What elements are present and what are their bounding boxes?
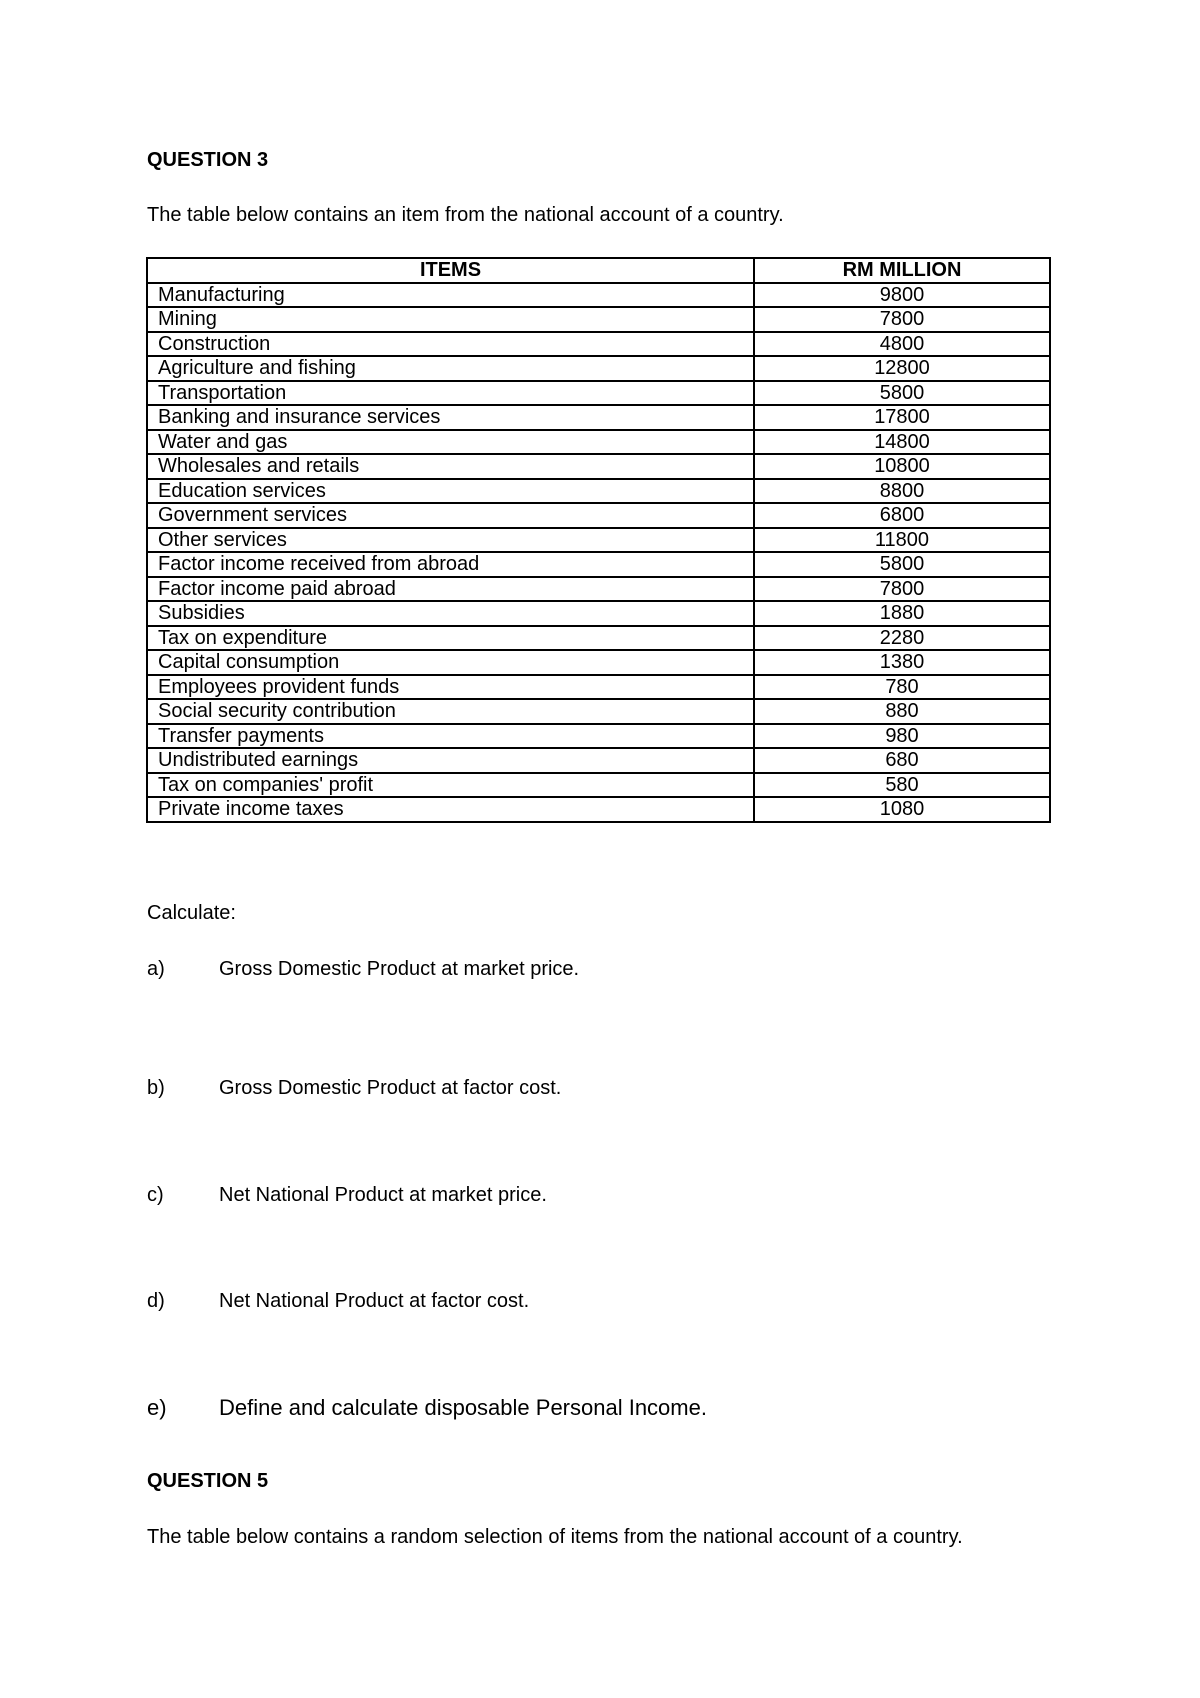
- table-row: [147, 381, 1050, 406]
- item-value-cell: 5800: [754, 552, 1050, 577]
- national-account-table: [146, 257, 1051, 823]
- table-row: [147, 479, 1050, 504]
- item-value-cell: 12800: [754, 356, 1050, 381]
- table-row: [147, 773, 1050, 798]
- item-name-cell: Undistributed earnings: [147, 748, 754, 773]
- table-header-row: [147, 258, 1050, 283]
- item-value-cell: 7800: [754, 307, 1050, 332]
- table-row: [147, 797, 1050, 822]
- item-value-cell: 14800: [754, 430, 1050, 455]
- question-a-text: Gross Domestic Product at market price.: [219, 958, 580, 980]
- table-row: [147, 577, 1050, 602]
- table-row: [147, 454, 1050, 479]
- item-name-cell: Tax on expenditure: [147, 626, 754, 651]
- table-row: [147, 748, 1050, 773]
- item-name-cell: Transportation: [147, 381, 754, 406]
- item-name-cell: Agriculture and fishing: [147, 356, 754, 381]
- item-value-cell: 9800: [754, 283, 1050, 308]
- question-e-letter: e): [147, 1395, 167, 1420]
- item-name-cell: Wholesales and retails: [147, 454, 754, 479]
- item-value-cell: 10800: [754, 454, 1050, 479]
- table-row: [147, 675, 1050, 700]
- question-3-heading: QUESTION 3: [147, 149, 269, 171]
- table-row: [147, 699, 1050, 724]
- item-name-cell: Factor income paid abroad: [147, 577, 754, 602]
- table-row: [147, 528, 1050, 553]
- item-name-cell: Tax on companies' profit: [147, 773, 754, 798]
- item-value-cell: 4800: [754, 332, 1050, 357]
- table-row: [147, 307, 1050, 332]
- table-row: [147, 650, 1050, 675]
- table-row: [147, 724, 1050, 749]
- question-5-intro: The table below contains a random selection of items from the national account of a country.: [147, 1526, 963, 1548]
- header-rm-million: RM MILLION: [754, 258, 1050, 283]
- table-row: [147, 626, 1050, 651]
- table-row: [147, 332, 1050, 357]
- item-value-cell: 2280: [754, 626, 1050, 651]
- item-name-cell: Manufacturing: [147, 283, 754, 308]
- item-value-cell: 580: [754, 773, 1050, 798]
- item-value-cell: 1080: [754, 797, 1050, 822]
- calculate-label: Calculate:: [147, 902, 236, 924]
- question-b-letter: b): [147, 1077, 165, 1099]
- table-row: [147, 601, 1050, 626]
- item-value-cell: 17800: [754, 405, 1050, 430]
- item-name-cell: Employees provident funds: [147, 675, 754, 700]
- table-row: [147, 552, 1050, 577]
- item-value-cell: 680: [754, 748, 1050, 773]
- item-value-cell: 5800: [754, 381, 1050, 406]
- item-value-cell: 8800: [754, 479, 1050, 504]
- table-row: [147, 503, 1050, 528]
- item-name-cell: Factor income received from abroad: [147, 552, 754, 577]
- item-value-cell: 780: [754, 675, 1050, 700]
- item-name-cell: Other services: [147, 528, 754, 553]
- item-value-cell: 1880: [754, 601, 1050, 626]
- question-3-intro: The table below contains an item from the national account of a country.: [147, 204, 784, 226]
- item-name-cell: Banking and insurance services: [147, 405, 754, 430]
- question-5-heading: QUESTION 5: [147, 1470, 269, 1492]
- question-d-text: Net National Product at factor cost.: [219, 1290, 530, 1312]
- item-name-cell: Water and gas: [147, 430, 754, 455]
- question-b-text: Gross Domestic Product at factor cost.: [219, 1077, 562, 1099]
- item-name-cell: Subsidies: [147, 601, 754, 626]
- item-name-cell: Private income taxes: [147, 797, 754, 822]
- item-name-cell: Mining: [147, 307, 754, 332]
- item-value-cell: 880: [754, 699, 1050, 724]
- item-value-cell: 1380: [754, 650, 1050, 675]
- question-d-letter: d): [147, 1290, 165, 1312]
- table-body: [147, 283, 1050, 822]
- item-name-cell: Government services: [147, 503, 754, 528]
- question-c-text: Net National Product at market price.: [219, 1184, 547, 1206]
- item-name-cell: Capital consumption: [147, 650, 754, 675]
- item-value-cell: 11800: [754, 528, 1050, 553]
- question-c-letter: c): [147, 1184, 164, 1206]
- item-name-cell: Education services: [147, 479, 754, 504]
- table-row: [147, 283, 1050, 308]
- item-name-cell: Social security contribution: [147, 699, 754, 724]
- table-row: [147, 356, 1050, 381]
- item-value-cell: 7800: [754, 577, 1050, 602]
- question-e-text: Define and calculate disposable Personal Income.: [219, 1395, 707, 1420]
- table-row: [147, 430, 1050, 455]
- table-row: [147, 405, 1050, 430]
- item-value-cell: 980: [754, 724, 1050, 749]
- header-items: ITEMS: [147, 258, 754, 283]
- item-name-cell: Construction: [147, 332, 754, 357]
- item-name-cell: Transfer payments: [147, 724, 754, 749]
- item-value-cell: 6800: [754, 503, 1050, 528]
- question-a-letter: a): [147, 958, 165, 980]
